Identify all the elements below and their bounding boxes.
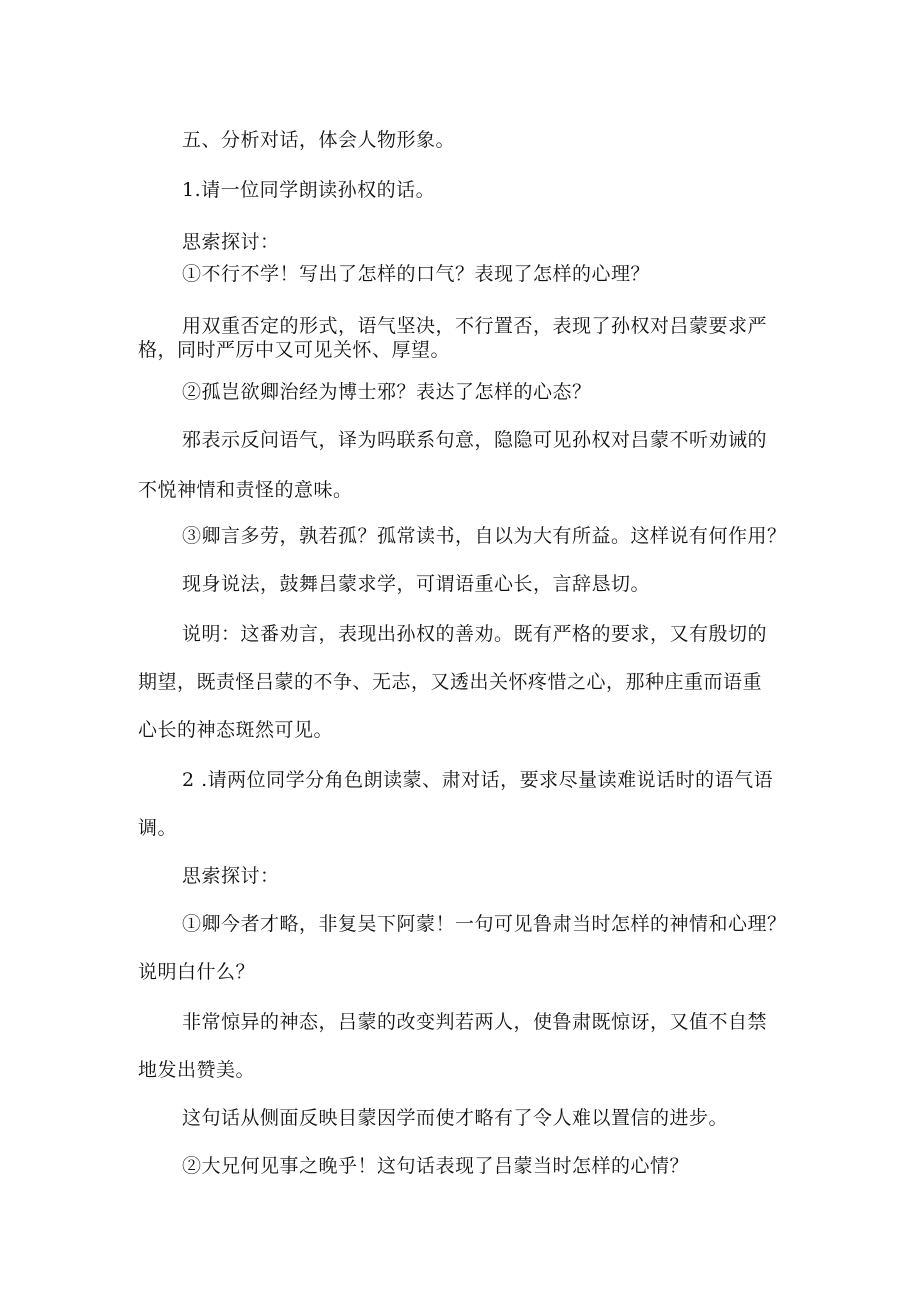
question-2: ②孤岂欲卿治经为博士邪？表达了怎样的心态？: [182, 381, 592, 403]
answer-4-line-2: 地发出赞美。: [138, 1059, 256, 1081]
question-3: ③卿言多劳，孰若孤？孤常读书，自以为大有所益。这样说有何作用？: [182, 525, 787, 547]
answer-4-line-1: 非常惊异的神态，吕蒙的改变判若两人，使鲁肃既惊讶，又值不自禁: [182, 1011, 768, 1033]
answer-1-line-1: 用双重否定的形式，语气坚决，不行置否，表现了孙权对吕蒙要求严: [182, 315, 768, 337]
task-item-2-line-2: 调。: [138, 817, 178, 839]
answer-2-line-1: 邪表示反问语气，译为吗联系句意，隐隐可见孙权对吕蒙不听劝诫的: [182, 429, 768, 451]
question-1: ①不行不学！写出了怎样的口气？表现了怎样的心理？: [182, 263, 651, 285]
task-item-2-line-1: 2 .请两位同学分角色朗读蒙、肃对话，要求尽量读难说话时的语气语: [182, 769, 774, 791]
answer-3: 现身说法，鼓舞吕蒙求学，可谓语重心长，言辞恳切。: [182, 573, 651, 595]
question-4-line-2: 说明白什么？: [138, 961, 256, 983]
answer-1-line-2: 格，同时严厉中又可见关怀、厚望。: [138, 339, 451, 361]
question-5: ②大兄何见事之晚乎！这句话表现了吕蒙当时怎样的心情？: [182, 1155, 690, 1177]
question-4-line-1: ①卿今者才略，非复吴下阿蒙！一句可见鲁肃当时怎样的神情和心理？: [182, 913, 787, 935]
answer-4-line-3: 这句话从侧面反映目蒙因学而使才略有了令人难以置信的进步。: [182, 1107, 729, 1129]
explanation-line-3: 心长的神态斑然可见。: [138, 719, 334, 741]
task-item-1: 1.请一位同学朗读孙权的话。: [182, 179, 436, 201]
section-heading: 五、分析对话，体会人物形象。: [182, 129, 456, 151]
explanation-line-2: 期望，既责怪吕蒙的不争、无志，又透出关怀疼惜之心，那种庄重而语重: [138, 671, 763, 693]
explanation-line-1: 说明：这番劝言，表现出孙权的善劝。既有严格的要求，又有殷切的: [182, 623, 768, 645]
discussion-label: 思索探讨：: [182, 231, 280, 253]
discussion-label-2: 思索探讨：: [182, 865, 280, 887]
answer-2-line-2: 不悦神情和责怪的意味。: [138, 479, 353, 501]
